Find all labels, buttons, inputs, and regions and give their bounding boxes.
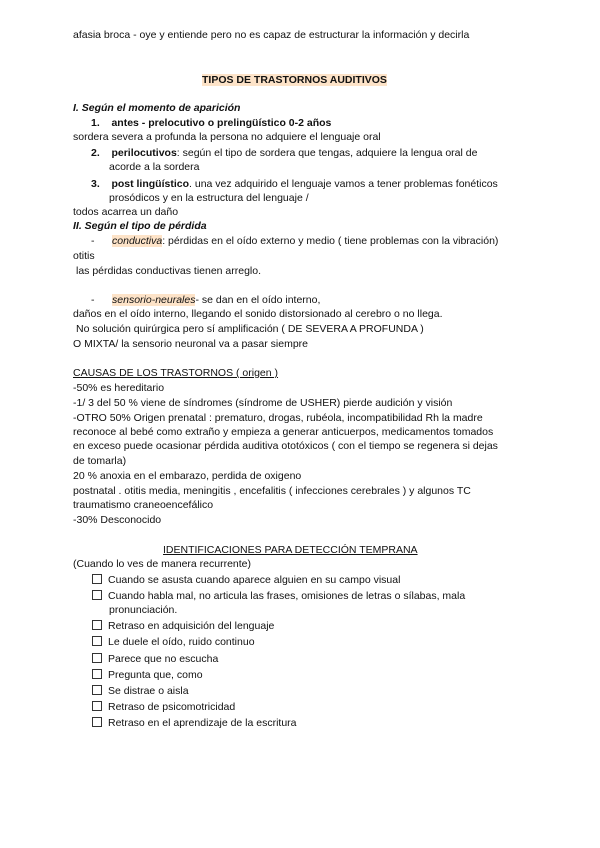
- item-3-label: post lingüístico: [111, 178, 190, 190]
- section-1-heading: I. Según el momento de aparición: [73, 102, 241, 114]
- checklist-item: [92, 668, 203, 682]
- checklist-item-label: Retraso en el aprendizaje de la escritura: [108, 717, 297, 729]
- checklist-item: [92, 619, 274, 633]
- causas-line: 20 % anoxia en el embarazo, perdida de oxigeno: [73, 470, 302, 482]
- causas-line: reconoce al bebé como extraño y empieza a generar anticuerpos, medicamentos tomados: [73, 426, 494, 438]
- checklist-item: [92, 635, 255, 649]
- item-2-description-cont: acorde a la sordera: [109, 161, 200, 173]
- item-1: [91, 116, 331, 130]
- mixta-line: O MIXTA/ la sensorio neuronal va a pasar siempre: [73, 338, 308, 350]
- page-title-text: TIPOS DE TRASTORNOS AUDITIVOS: [202, 74, 387, 86]
- conductiva-label: conductiva: [112, 235, 163, 247]
- causas-line: -50% es hereditario: [73, 382, 165, 394]
- sensorio-item: [91, 293, 320, 307]
- intro-line: afasia broca - oye y entiende pero no es capaz de estructurar la información y decirla: [73, 29, 470, 41]
- conductiva-note: las pérdidas conductivas tienen arreglo.: [76, 265, 262, 277]
- causas-line: traumatismo craneoencefálico: [73, 499, 214, 511]
- bullet-dash: -: [91, 235, 95, 247]
- checklist-item: [92, 684, 189, 698]
- checklist-item-label: Se distrae o aisla: [108, 685, 189, 697]
- checklist-item-label: Cuando habla mal, no articula las frases, omisiones de letras o sílabas, mala: [108, 590, 466, 602]
- checkbox[interactable]: [92, 717, 102, 727]
- sensorio-description: - se dan en el oído interno,: [195, 294, 321, 306]
- checkbox[interactable]: [92, 653, 102, 663]
- page-title: [202, 73, 387, 87]
- item-3: [91, 177, 498, 191]
- checkbox[interactable]: [92, 669, 102, 679]
- checkbox[interactable]: [92, 620, 102, 630]
- identificaciones-subheading: (Cuando lo ves de manera recurrente): [73, 558, 252, 570]
- checkbox[interactable]: [92, 574, 102, 584]
- checklist-item-label: Retraso de psicomotricidad: [108, 701, 236, 713]
- bullet-dash: -: [91, 294, 95, 306]
- item-2: [91, 146, 477, 160]
- section-1-note: todos acarrea un daño: [73, 206, 179, 218]
- conductiva-item: [91, 234, 498, 248]
- checklist-item-label-cont: pronunciación.: [109, 604, 178, 616]
- checkbox[interactable]: [92, 685, 102, 695]
- checklist-item-label: Parece que no escucha: [108, 653, 219, 665]
- checkbox[interactable]: [92, 636, 102, 646]
- causas-heading: CAUSAS DE LOS TRASTORNOS ( origen ): [73, 367, 279, 379]
- conductiva-description: : pérdidas en el oído externo y medio ( tiene problemas con la vibración): [162, 235, 499, 247]
- checklist-item-label: Cuando se asusta cuando aparece alguien en su campo visual: [108, 574, 401, 586]
- sensorio-line-3: No solución quirúrgica pero sí amplificación ( DE SEVERA A PROFUNDA ): [76, 323, 424, 335]
- checklist-item: [92, 573, 400, 587]
- causas-line: -30% Desconocido: [73, 514, 162, 526]
- sensorio-label: sensorio-neurales: [112, 294, 196, 306]
- item-3-number: 3.: [91, 178, 100, 190]
- item-3-description: . una vez adquirido el lenguaje vamos a tener problemas fonéticos: [189, 178, 498, 190]
- section-2-heading: II. Según el tipo de pérdida: [73, 220, 207, 232]
- checklist-item-label: Le duele el oído, ruido continuo: [108, 636, 255, 648]
- checklist-item: [92, 589, 465, 603]
- checklist-item: [92, 700, 235, 714]
- checklist-item: [92, 716, 297, 730]
- causas-line: en exceso puede ocasionar pérdida auditiva ototóxicos ( con el tiempo se regenera si dejas: [73, 440, 498, 452]
- causas-line: de tomarla): [73, 455, 127, 467]
- causas-line: -OTRO 50% Origen prenatal : prematuro, drogas, rubéola, incompatibilidad Rh la madre: [73, 412, 483, 424]
- causas-line: -1/ 3 del 50 % viene de síndromes (síndrome de USHER) pierde audición y visión: [73, 397, 453, 409]
- item-1-label: antes - prelocutivo o prelingüístico 0-2 años: [111, 117, 332, 129]
- item-1-description: sordera severa a profunda la persona no adquiere el lenguaje oral: [73, 131, 381, 143]
- checkbox[interactable]: [92, 590, 102, 600]
- checklist-item-label: Retraso en adquisición del lenguaje: [108, 620, 275, 632]
- item-2-number: 2.: [91, 147, 100, 159]
- sensorio-line-2: daños en el oído interno, llegando el sonido distorsionado al cerebro o no llega.: [73, 308, 443, 320]
- checklist-item: [92, 652, 218, 666]
- checklist-item-label: Pregunta que, como: [108, 669, 203, 681]
- identificaciones-heading: IDENTIFICACIONES PARA DETECCIÓN TEMPRANA: [163, 544, 418, 556]
- item-1-number: 1.: [91, 117, 100, 129]
- checkbox[interactable]: [92, 701, 102, 711]
- otitis-text: otitis: [73, 250, 95, 262]
- item-3-description-cont: prosódicos y en la estructura del lenguaje /: [109, 192, 309, 204]
- item-2-label: perilocutivos: [111, 147, 177, 159]
- causas-line: postnatal . otitis media, meningitis , encefalitis ( infecciones cerebrales ) y algunos TC: [73, 485, 471, 497]
- item-2-description: : según el tipo de sordera que tengas, adquiere la lengua oral de: [176, 147, 478, 159]
